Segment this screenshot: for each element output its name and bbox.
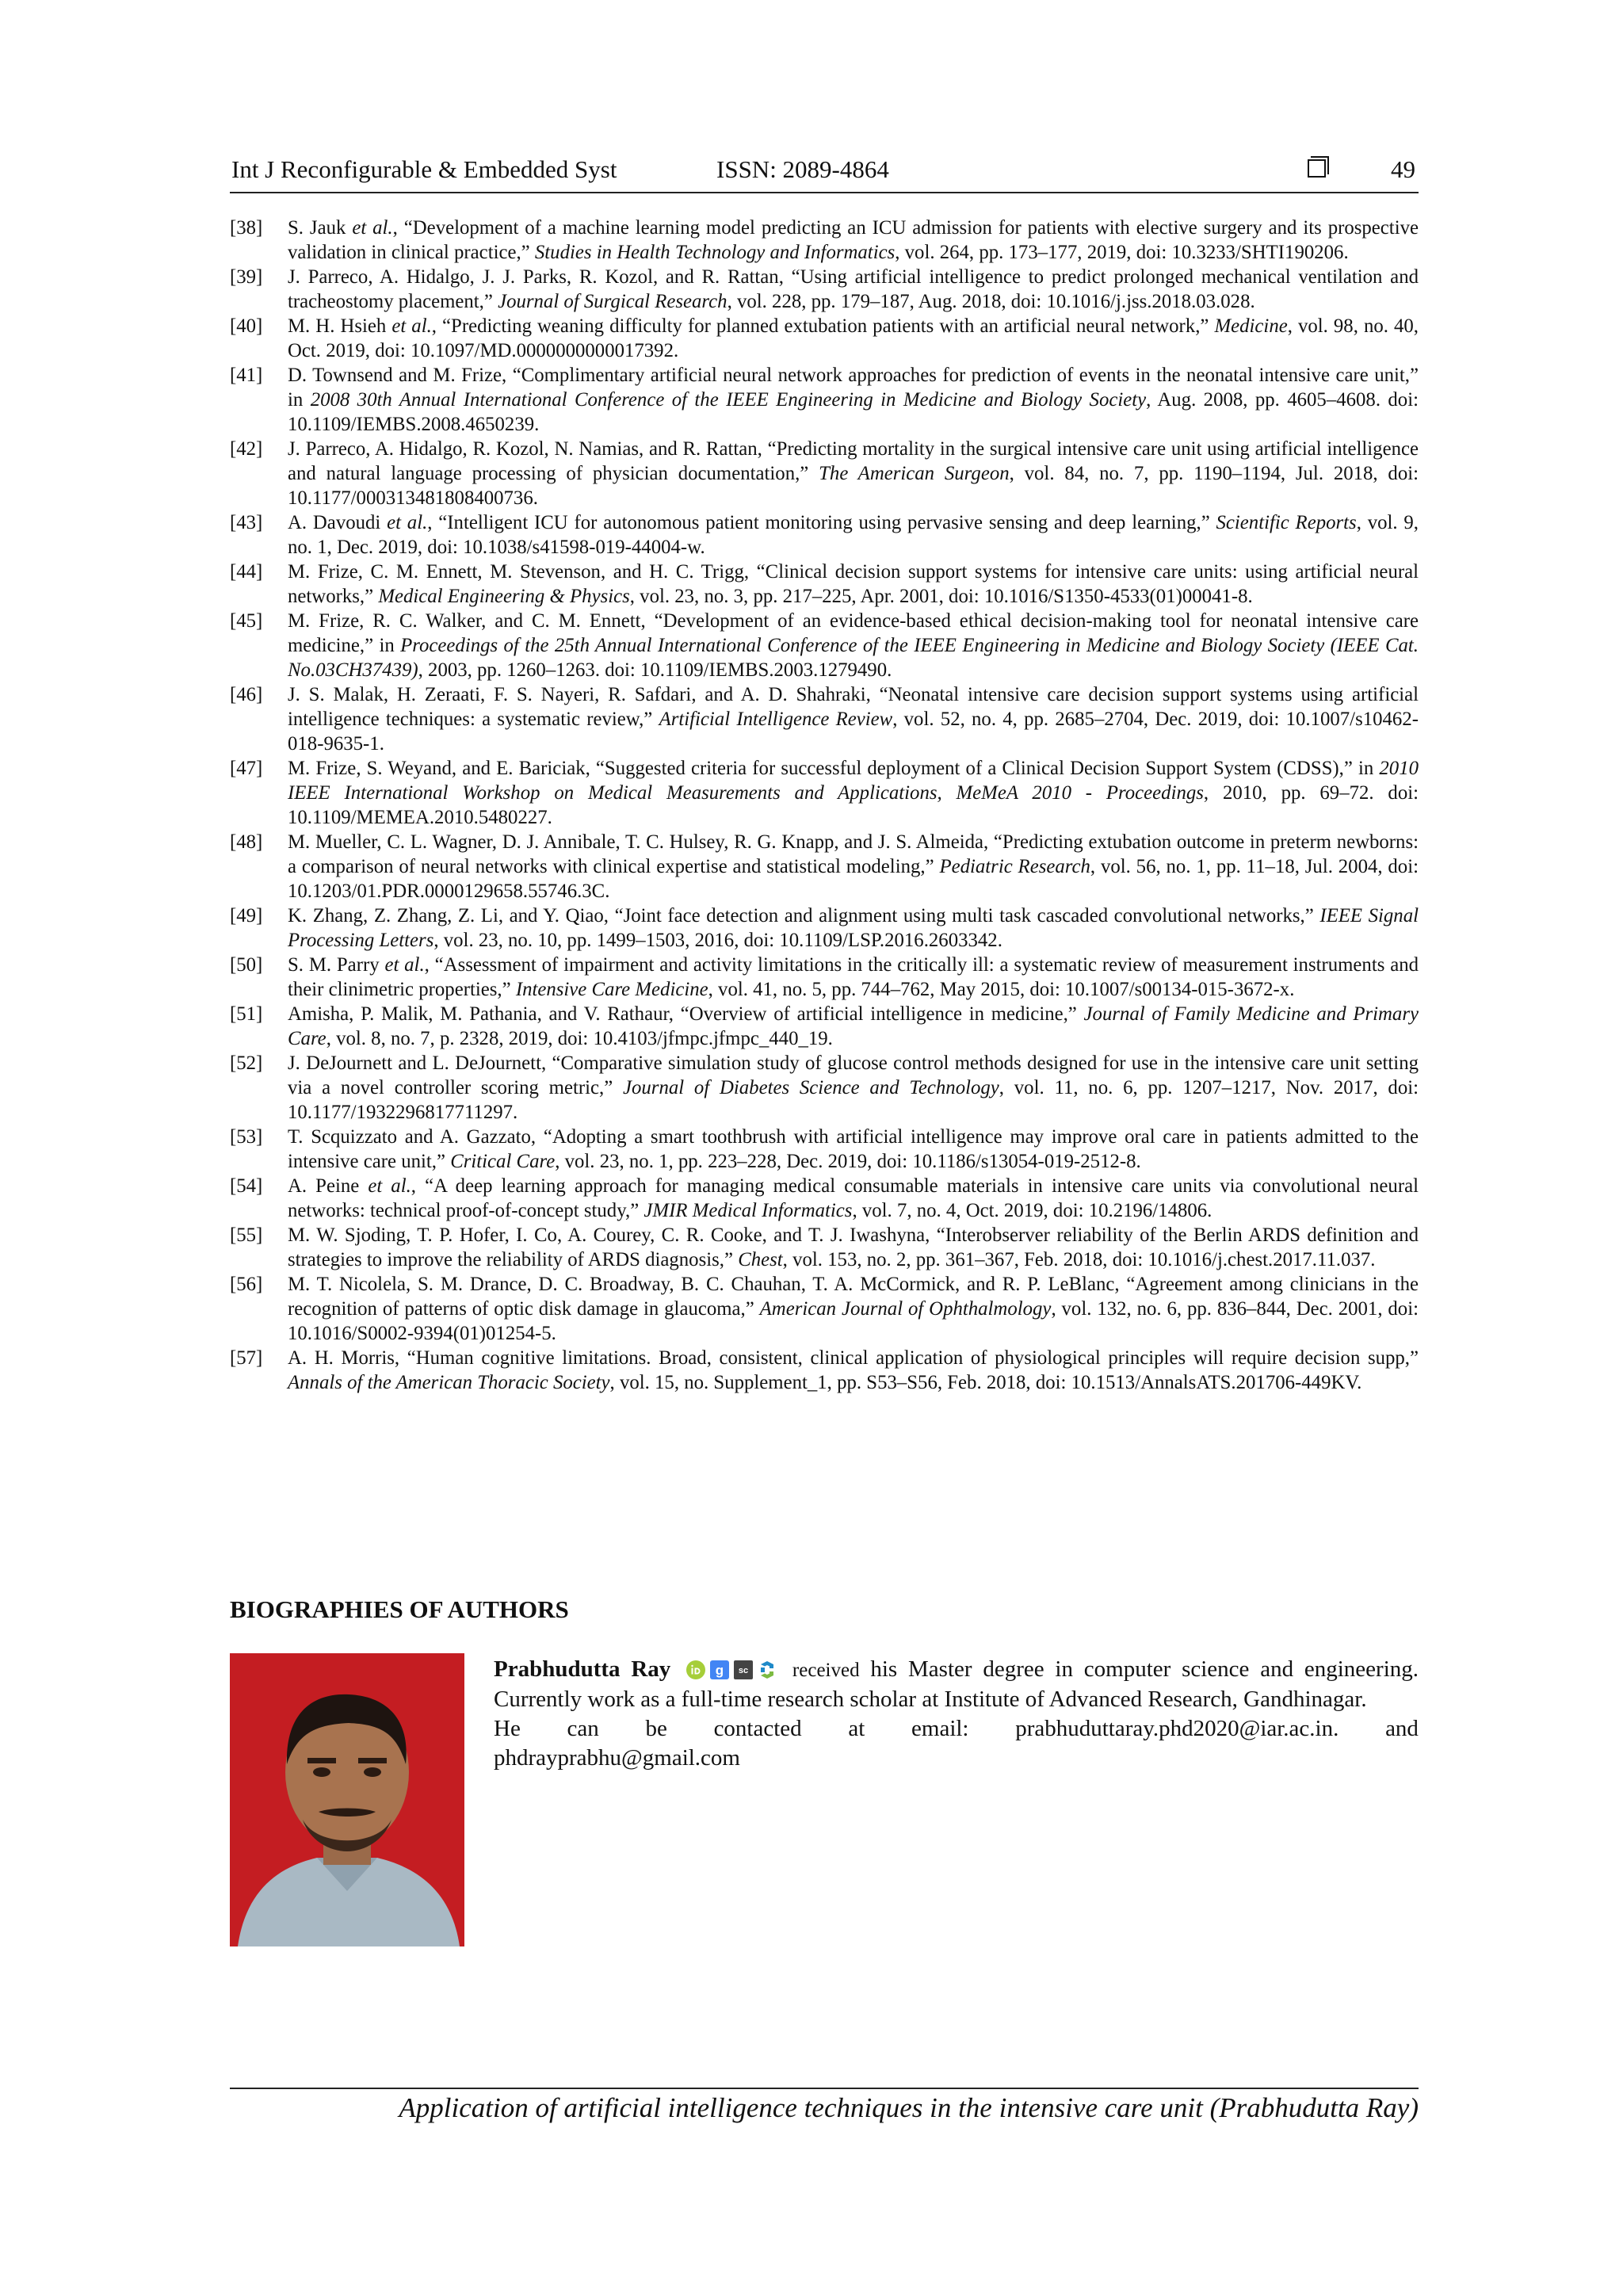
reference-italic-text: IEEE Signal Processing Letters — [288, 905, 1419, 951]
reference-text: J. Parreco, A. Hidalgo, R. Kozol, N. Namias, and R. Rattan, “Predicting mortality in the surgical intensive care unit using artificial intelligence and natural language processing of physician documentation,” — [288, 438, 1419, 484]
reference-italic-text: Scientific Reports — [1216, 512, 1357, 533]
reference-text: , “Intelligent ICU for autonomous patient monitoring using pervasive sensing and deep learning,” — [427, 512, 1216, 533]
reference-text: , “Assessment of impairment and activity limitations in the critically ill: a systematic review of measurement instruments and their clinimetric properties,” — [288, 954, 1419, 1000]
contact-word: can — [567, 1716, 599, 1741]
reference-text: A. H. Morris, “Human cognitive limitations. Broad, consistent, clinical application of physiological principles will require decision supp,” — [288, 1347, 1419, 1369]
received-word: received — [792, 1660, 860, 1681]
reference-number: [39] — [230, 266, 263, 288]
reference-italic-text: Medical Engineering & Physics — [378, 586, 630, 607]
contact-word: be — [645, 1716, 667, 1741]
reference-number: [50] — [230, 954, 263, 976]
reference-italic-text: Artificial Intelligence Review — [659, 709, 893, 730]
reference-text: , vol. 84, no. 7, pp. 1190–1194, Jul. 2018, doi: 10.1177/000313481808400736. — [288, 463, 1419, 509]
reference-list — [230, 216, 1419, 1395]
reference-text: Amisha, P. Malik, M. Pathania, and V. Rathaur, “Overview of artificial intelligence in medicine,” — [288, 1003, 1084, 1025]
reference-italic-text: Annals of the American Thoracic Society — [288, 1372, 610, 1393]
reference-italic-text: 2008 30th Annual International Conference of the IEEE Engineering in Medicine and Biology Society — [310, 389, 1147, 411]
reference-text: M. Mueller, C. L. Wagner, D. J. Annibale, T. C. Hulsey, R. G. Knapp, and J. S. Almeida, “Predicting extubation outcome in preterm newborns: a comparison of neural networks with clinical expertise and statistical modeling,” — [288, 831, 1419, 877]
reference-item — [230, 560, 1419, 609]
biographies-heading: BIOGRAPHIES OF AUTHORS — [230, 1595, 569, 1623]
reference-italic-text: Studies in Health Technology and Informatics — [534, 242, 896, 263]
svg-text:sc: sc — [738, 1666, 749, 1675]
reference-italic-text: 2010 IEEE International Workshop on Medical Measurements and Applications, MeMeA 2010 - Proceedings — [288, 758, 1419, 804]
reference-item — [230, 1272, 1419, 1346]
reference-italic-text: et al. — [368, 1175, 411, 1197]
reference-italic-text: Chest — [738, 1249, 783, 1270]
reference-item — [230, 756, 1419, 830]
reference-number: [54] — [230, 1175, 263, 1197]
publons-icon[interactable] — [758, 1660, 777, 1679]
reference-italic-text: The American Surgeon — [819, 463, 1010, 484]
reference-item — [230, 1346, 1419, 1395]
scopus-icon[interactable] — [734, 1660, 753, 1679]
running-header — [230, 155, 1419, 193]
reference-text: , vol. 132, no. 6, pp. 836–844, Dec. 2001, doi: 10.1016/S0002-9394(01)01254-5. — [288, 1298, 1419, 1344]
checkbox-icon — [1308, 159, 1326, 178]
reference-number: [51] — [230, 1003, 263, 1025]
reference-italic-text: American Journal of Ophthalmology — [759, 1298, 1052, 1320]
contact-line — [494, 1714, 1419, 1744]
reference-text: , vol. 41, no. 5, pp. 744–762, May 2015, doi: 10.1007/s00134-015-3672-x. — [708, 979, 1295, 1000]
reference-italic-text: Journal of Surgical Research — [498, 291, 727, 312]
reference-item — [230, 437, 1419, 510]
running-footer: Application of artificial intelligence techniques in the intensive care unit (Prabhudutta Ray) — [399, 2092, 1419, 2123]
reference-text: , vol. 56, no. 1, pp. 11–18, Jul. 2004, doi: 10.1203/01.PDR.0000129658.55746.3C. — [288, 856, 1419, 902]
reference-item — [230, 1125, 1419, 1174]
reference-number: [55] — [230, 1224, 263, 1246]
author-profile-icons — [686, 1660, 777, 1679]
reference-number: [49] — [230, 905, 263, 926]
reference-text: , vol. 9, no. 1, Dec. 2019, doi: 10.1038/s41598-019-44004-w. — [288, 512, 1419, 558]
reference-number: [57] — [230, 1347, 263, 1369]
author-email-secondary[interactable]: phdrayprabhu@gmail.com — [494, 1745, 740, 1771]
reference-number: [46] — [230, 684, 263, 705]
reference-italic-text: et al. — [391, 315, 432, 337]
reference-italic-text: et al. — [352, 217, 393, 239]
reference-text: , vol. 7, no. 4, Oct. 2019, doi: 10.2196/14806. — [852, 1200, 1212, 1221]
author-email-primary[interactable]: prabhuduttaray.phd2020@iar.ac.in. — [1015, 1716, 1339, 1741]
contact-word: contacted — [713, 1716, 802, 1741]
reference-number: [44] — [230, 561, 263, 583]
reference-italic-text: Intensive Care Medicine — [515, 979, 708, 1000]
reference-item — [230, 363, 1419, 437]
reference-text: M. W. Sjoding, T. P. Hofer, I. Co, A. Courey, C. R. Cooke, and T. J. Iwashyna, “Interobserver reliability of the Berlin ARDS definition and strategies to improve the reliability of ARDS diagnosis,” — [288, 1224, 1419, 1270]
reference-number: [48] — [230, 831, 263, 853]
reference-number: [40] — [230, 315, 263, 337]
reference-number: [56] — [230, 1274, 263, 1295]
reference-item — [230, 830, 1419, 904]
reference-text: M. Frize, S. Weyand, and E. Bariciak, “Suggested criteria for successful deployment of a Clinical Decision Support System (CDSS),” in — [288, 758, 1380, 779]
author-name: Prabhudutta Ray — [494, 1656, 671, 1682]
reference-item — [230, 216, 1419, 265]
reference-text: , “Development of a machine learning model predicting an ICU admission for patients with elective surgery and its prospective validation in clinical practice,” — [288, 217, 1419, 263]
reference-text: A. Peine — [288, 1175, 369, 1197]
footer-divider — [230, 2088, 1419, 2089]
reference-text: , Aug. 2008, pp. 4605–4608. doi: 10.1109/IEMBS.2008.4650239. — [288, 389, 1419, 435]
reference-text: M. T. Nicolela, S. M. Drance, D. C. Broadway, B. C. Chauhan, T. A. McCormick, and R. P. LeBlanc, “Agreement among clinicians in the recognition of patterns of optic disk damage in glaucoma,” — [288, 1274, 1419, 1320]
reference-number: [47] — [230, 758, 263, 779]
reference-text: , 2010, pp. 69–72. doi: 10.1109/MEMEA.2010.5480227. — [288, 782, 1419, 828]
reference-number: [45] — [230, 610, 263, 632]
reference-italic-text: Journal of Family Medicine and Primary Care — [288, 1003, 1419, 1049]
reference-italic-text: Proceedings of the 25th Annual International Conference of the IEEE Engineering in Medicine and Biology Society (IEEE Cat. No.03CH37439) — [288, 635, 1419, 681]
reference-text: , vol. 8, no. 7, p. 2328, 2019, doi: 10.4103/jfmpc.jfmpc_440_19. — [326, 1028, 833, 1049]
reference-text: , vol. 23, no. 3, pp. 217–225, Apr. 2001, doi: 10.1016/S1350-4533(01)00041-8. — [629, 586, 1253, 607]
reference-text: , vol. 11, no. 6, pp. 1207–1217, Nov. 2017, doi: 10.1177/1932296817711297. — [288, 1077, 1419, 1123]
reference-text: J. DeJournett and L. DeJournett, “Comparative simulation study of glucose control methods designed for use in the intensive care unit setting via a novel controller scoring metric,” — [288, 1052, 1419, 1098]
reference-italic-text: et al. — [384, 954, 425, 976]
reference-item — [230, 314, 1419, 363]
svg-text:g: g — [715, 1663, 724, 1678]
contact-word: He — [494, 1716, 521, 1741]
reference-text: M. H. Hsieh — [288, 315, 392, 337]
reference-text: , “A deep learning approach for managing medical consumable materials in intensive care units via convolutional neural networks: technical proof-of-concept study,” — [288, 1175, 1419, 1221]
reference-item — [230, 265, 1419, 314]
reference-italic-text: Pediatric Research — [939, 856, 1090, 877]
reference-text: S. Jauk — [288, 217, 353, 239]
reference-text: , vol. 15, no. Supplement_1, pp. S53–S56, Feb. 2018, doi: 10.1513/AnnalsATS.201706-449KV. — [609, 1372, 1362, 1393]
reference-text: S. M. Parry — [288, 954, 385, 976]
reference-item — [230, 1174, 1419, 1223]
reference-number: [53] — [230, 1126, 263, 1148]
reference-italic-text: Medicine — [1214, 315, 1288, 337]
journal-name: Int J Reconfigurable & Embedded Syst — [231, 155, 617, 183]
reference-number: [43] — [230, 512, 263, 533]
reference-item — [230, 1002, 1419, 1051]
author-photo — [230, 1653, 464, 1946]
reference-number: [41] — [230, 365, 263, 386]
reference-item — [230, 510, 1419, 560]
reference-text: , vol. 228, pp. 179–187, Aug. 2018, doi: 10.1016/j.jss.2018.03.028. — [727, 291, 1255, 312]
reference-item — [230, 904, 1419, 953]
reference-text: A. Davoudi — [288, 512, 388, 533]
reference-item — [230, 609, 1419, 682]
reference-text: K. Zhang, Z. Zhang, Z. Li, and Y. Qiao, “Joint face detection and alignment using multi task cascaded convolutional networks,” — [288, 905, 1320, 926]
reference-text: , vol. 23, no. 1, pp. 223–228, Dec. 2019, doi: 10.1186/s13054-019-2512-8. — [555, 1151, 1141, 1172]
author-biography — [494, 1655, 1419, 1773]
contact-word: email: — [911, 1716, 969, 1741]
reference-text: J. Parreco, A. Hidalgo, J. J. Parks, R. Kozol, and R. Rattan, “Using artificial intelligence to predict prolonged mechanical ventilation and tracheostomy placement,” — [288, 266, 1419, 312]
bio-text-line: his Master degree in computer science and engineering. Currently work as a full-time research scholar at Institute of Advanced Research, Gandhinagar. — [494, 1656, 1419, 1712]
reference-item — [230, 953, 1419, 1002]
reference-text: T. Scquizzato and A. Gazzato, “Adopting a smart toothbrush with artificial intelligence may improve oral care in patients admitted to the intensive care unit,” — [288, 1126, 1419, 1172]
reference-text: , “Predicting weaning difficulty for planned extubation patients with an artificial neural network,” — [431, 315, 1215, 337]
reference-italic-text: Journal of Diabetes Science and Technology — [623, 1077, 999, 1098]
reference-item — [230, 682, 1419, 756]
reference-text: , vol. 264, pp. 173–177, 2019, doi: 10.3233/SHTI190206. — [895, 242, 1349, 263]
reference-item — [230, 1223, 1419, 1272]
google-scholar-icon[interactable] — [710, 1660, 729, 1679]
page-number: 49 — [1391, 155, 1415, 183]
reference-text: D. Townsend and M. Frize, “Complimentary artificial neural network approaches for prediction of events in the neonatal intensive care unit,” in — [288, 365, 1419, 411]
issn: ISSN: 2089-4864 — [716, 155, 889, 183]
reference-item — [230, 1051, 1419, 1125]
reference-number: [42] — [230, 438, 263, 460]
reference-text: , vol. 23, no. 10, pp. 1499–1503, 2016, doi: 10.1109/LSP.2016.2603342. — [433, 930, 1002, 951]
orcid-icon[interactable] — [686, 1660, 705, 1679]
contact-word: and — [1385, 1716, 1419, 1741]
reference-italic-text: JMIR Medical Informatics — [643, 1200, 853, 1221]
contact-word: at — [848, 1716, 865, 1741]
reference-text: M. Frize, R. C. Walker, and C. M. Ennett, “Development of an evidence-based ethical decision-making tool for neonatal intensive care medicine,” in — [288, 610, 1419, 656]
reference-text: , vol. 98, no. 40, Oct. 2019, doi: 10.1097/MD.0000000000017392. — [288, 315, 1419, 361]
reference-text: J. S. Malak, H. Zeraati, F. S. Nayeri, R. Safdari, and A. D. Shahraki, “Neonatal intensive care decision support systems using artificial intelligence techniques: a systematic review,” — [288, 684, 1419, 730]
reference-number: [52] — [230, 1052, 263, 1074]
reference-text: M. Frize, C. M. Ennett, M. Stevenson, and H. C. Trigg, “Clinical decision support systems for intensive care units: using artificial neural networks,” — [288, 561, 1419, 607]
reference-italic-text: Critical Care — [450, 1151, 556, 1172]
reference-text: , vol. 52, no. 4, pp. 2685–2704, Dec. 2019, doi: 10.1007/s10462-018-9635-1. — [288, 709, 1419, 755]
reference-text: , 2003, pp. 1260–1263. doi: 10.1109/IEMBS.2003.1279490. — [418, 659, 892, 681]
reference-italic-text: et al. — [387, 512, 428, 533]
reference-text: , vol. 153, no. 2, pp. 361–367, Feb. 2018, doi: 10.1016/j.chest.2017.11.037. — [782, 1249, 1376, 1270]
reference-number: [38] — [230, 217, 263, 239]
